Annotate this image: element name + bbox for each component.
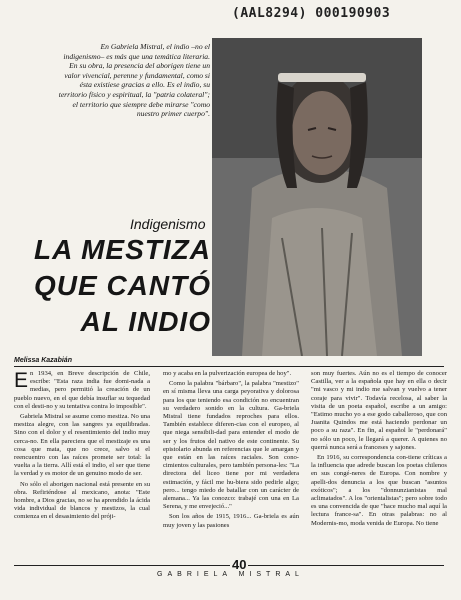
footer-magazine-title: GABRIELA MISTRAL	[157, 571, 304, 578]
footer-rule	[14, 565, 444, 566]
portrait-illustration	[212, 38, 422, 356]
text-column-1	[14, 370, 150, 524]
paragraph: mo y acaba en la pulverización europea de hoy".	[163, 370, 292, 377]
byline-rule	[14, 366, 444, 367]
text-column-2	[163, 370, 299, 532]
paragraph: Son los años de 1915, 1916... Ga-briela es aún muy joven y las pasiones	[163, 513, 299, 529]
paragraph-text: n 1934, en Breve descripción de Chile, escribe: "Esta raza india fue domi-nada a medias, pero permitió la creación de un pueblo nuevo, en el que debía insuflar su tequedad con el desti-no y su tentativa contra lo imposible".	[14, 370, 150, 410]
handwritten-catalog-number: (AAL8294) 000190903	[232, 6, 391, 21]
byline: Melissa Kazabián	[14, 357, 72, 364]
paragraph: son muy fuertes. Aún no es el tiempo de conocer Castilla, ver a la española que hay en ella o decir "mi vasco y mi indio me salvan y vuelvo a tener coraje para vivir". Todavía recelosa, al saber la visita de un poeta español, escribe a un amigo: "Estimo mucho yo a ese godo caballeroso, que con Juanita Quindos me está haciendo perdonar un poco a su raza". En fin, al español le "perdonará" no sólo un poco, le llegará a querer. A quienes no querrá nunca será a franceses y sajones.	[311, 370, 447, 451]
headline	[16, 232, 211, 340]
page-number: 40	[232, 557, 247, 572]
intro-paragraph	[58, 42, 210, 119]
drop-cap: E	[14, 369, 29, 392]
headline-line-1: LA MESTIZA	[34, 234, 211, 265]
headline-line-3: AL INDIO	[80, 306, 211, 337]
paragraph	[14, 370, 150, 411]
text-column-3	[311, 370, 447, 530]
section-kicker: Indigenismo	[130, 216, 206, 232]
paragraph: Gabriela Mistral se asume como mestiza. No una mestiza alegre, con las sangres ya equilibradas. Sino con el dolor y el resentimiento del indio muy cerca-no. En ella pareciera que el mestizaje es una cosa que mata, que no crece, salvo si el reencuentro con las raíces promete ser total: la vuelta a la tierra. Allí está el indio, el ser que tiene la verdad y es motor de un genuino modo de ser.	[14, 413, 150, 478]
paragraph: En 1916, su correspondencia con-tiene críticas a la influencia que adrede buscan los poetas chilenos en sus congé-neres de Europa. Con nombre y apelli-dos denuncia a los que buscan "asuntos exóticos"; a los "donnunzianistas mal aclimatados". A los "orientalistas"; pero sobre todo es una convencida de que "hace mucho mal aquí la lectura france-sa". En otras palabras: no al Modernis-mo, moda venida de Europa. No tiene	[311, 454, 447, 527]
headline-line-2: QUE CANTÓ	[34, 270, 211, 301]
paragraph: Como la palabra "bárbaro", la palabra "mestizo" en sí misma lleva una carga peyorativa y dolorosa para los que teniendo esa condición no encuentran su verdadero sonido en la cultura. Ga-briela Mistral tiene fundados reproches para ellos. También establece diferen-cias con el europeo, al que niega sensibili-dad para entender el modo de ser y los frutos del nativo de este continente. Su epistolario abunda en referencias que le amargan y que están en las raíces raciales. Son cono-cimientos culturales, pero también persona-les: "La directora del liceo tiene por mi verdadera estimación, y fácil me hu-biera sido pedirle algo; pero... tengo miedo de batallar con un carácter de alemana... Ya las conozco: trabajé con una en La Serena, y me envejeció..."	[163, 380, 299, 511]
paragraph: No sólo el aborigen nacional está presente en su obra. Refiriéndose al mexicano, anota: "Este hombre, a Dios gracias, no se ha aprendido la ácida vida individual de blancos y mestizos, la cual comienza en el desasimiento del próji-	[14, 480, 150, 521]
intro-text: En Gabriela Mistral, el indio –no el indigenismo– es más que una temática literaria. En su obra, la presencia del aborigen tiene un valor vivencial, perenne y fundamental, como si ésta existiese gracias a ello. Es el indio, su territorio físico y espiritual, la "patria colateral"; el territorio que siempre debe mirarse "como nuestro primer cuerpo".	[58, 42, 210, 119]
portrait-photo	[212, 38, 422, 356]
